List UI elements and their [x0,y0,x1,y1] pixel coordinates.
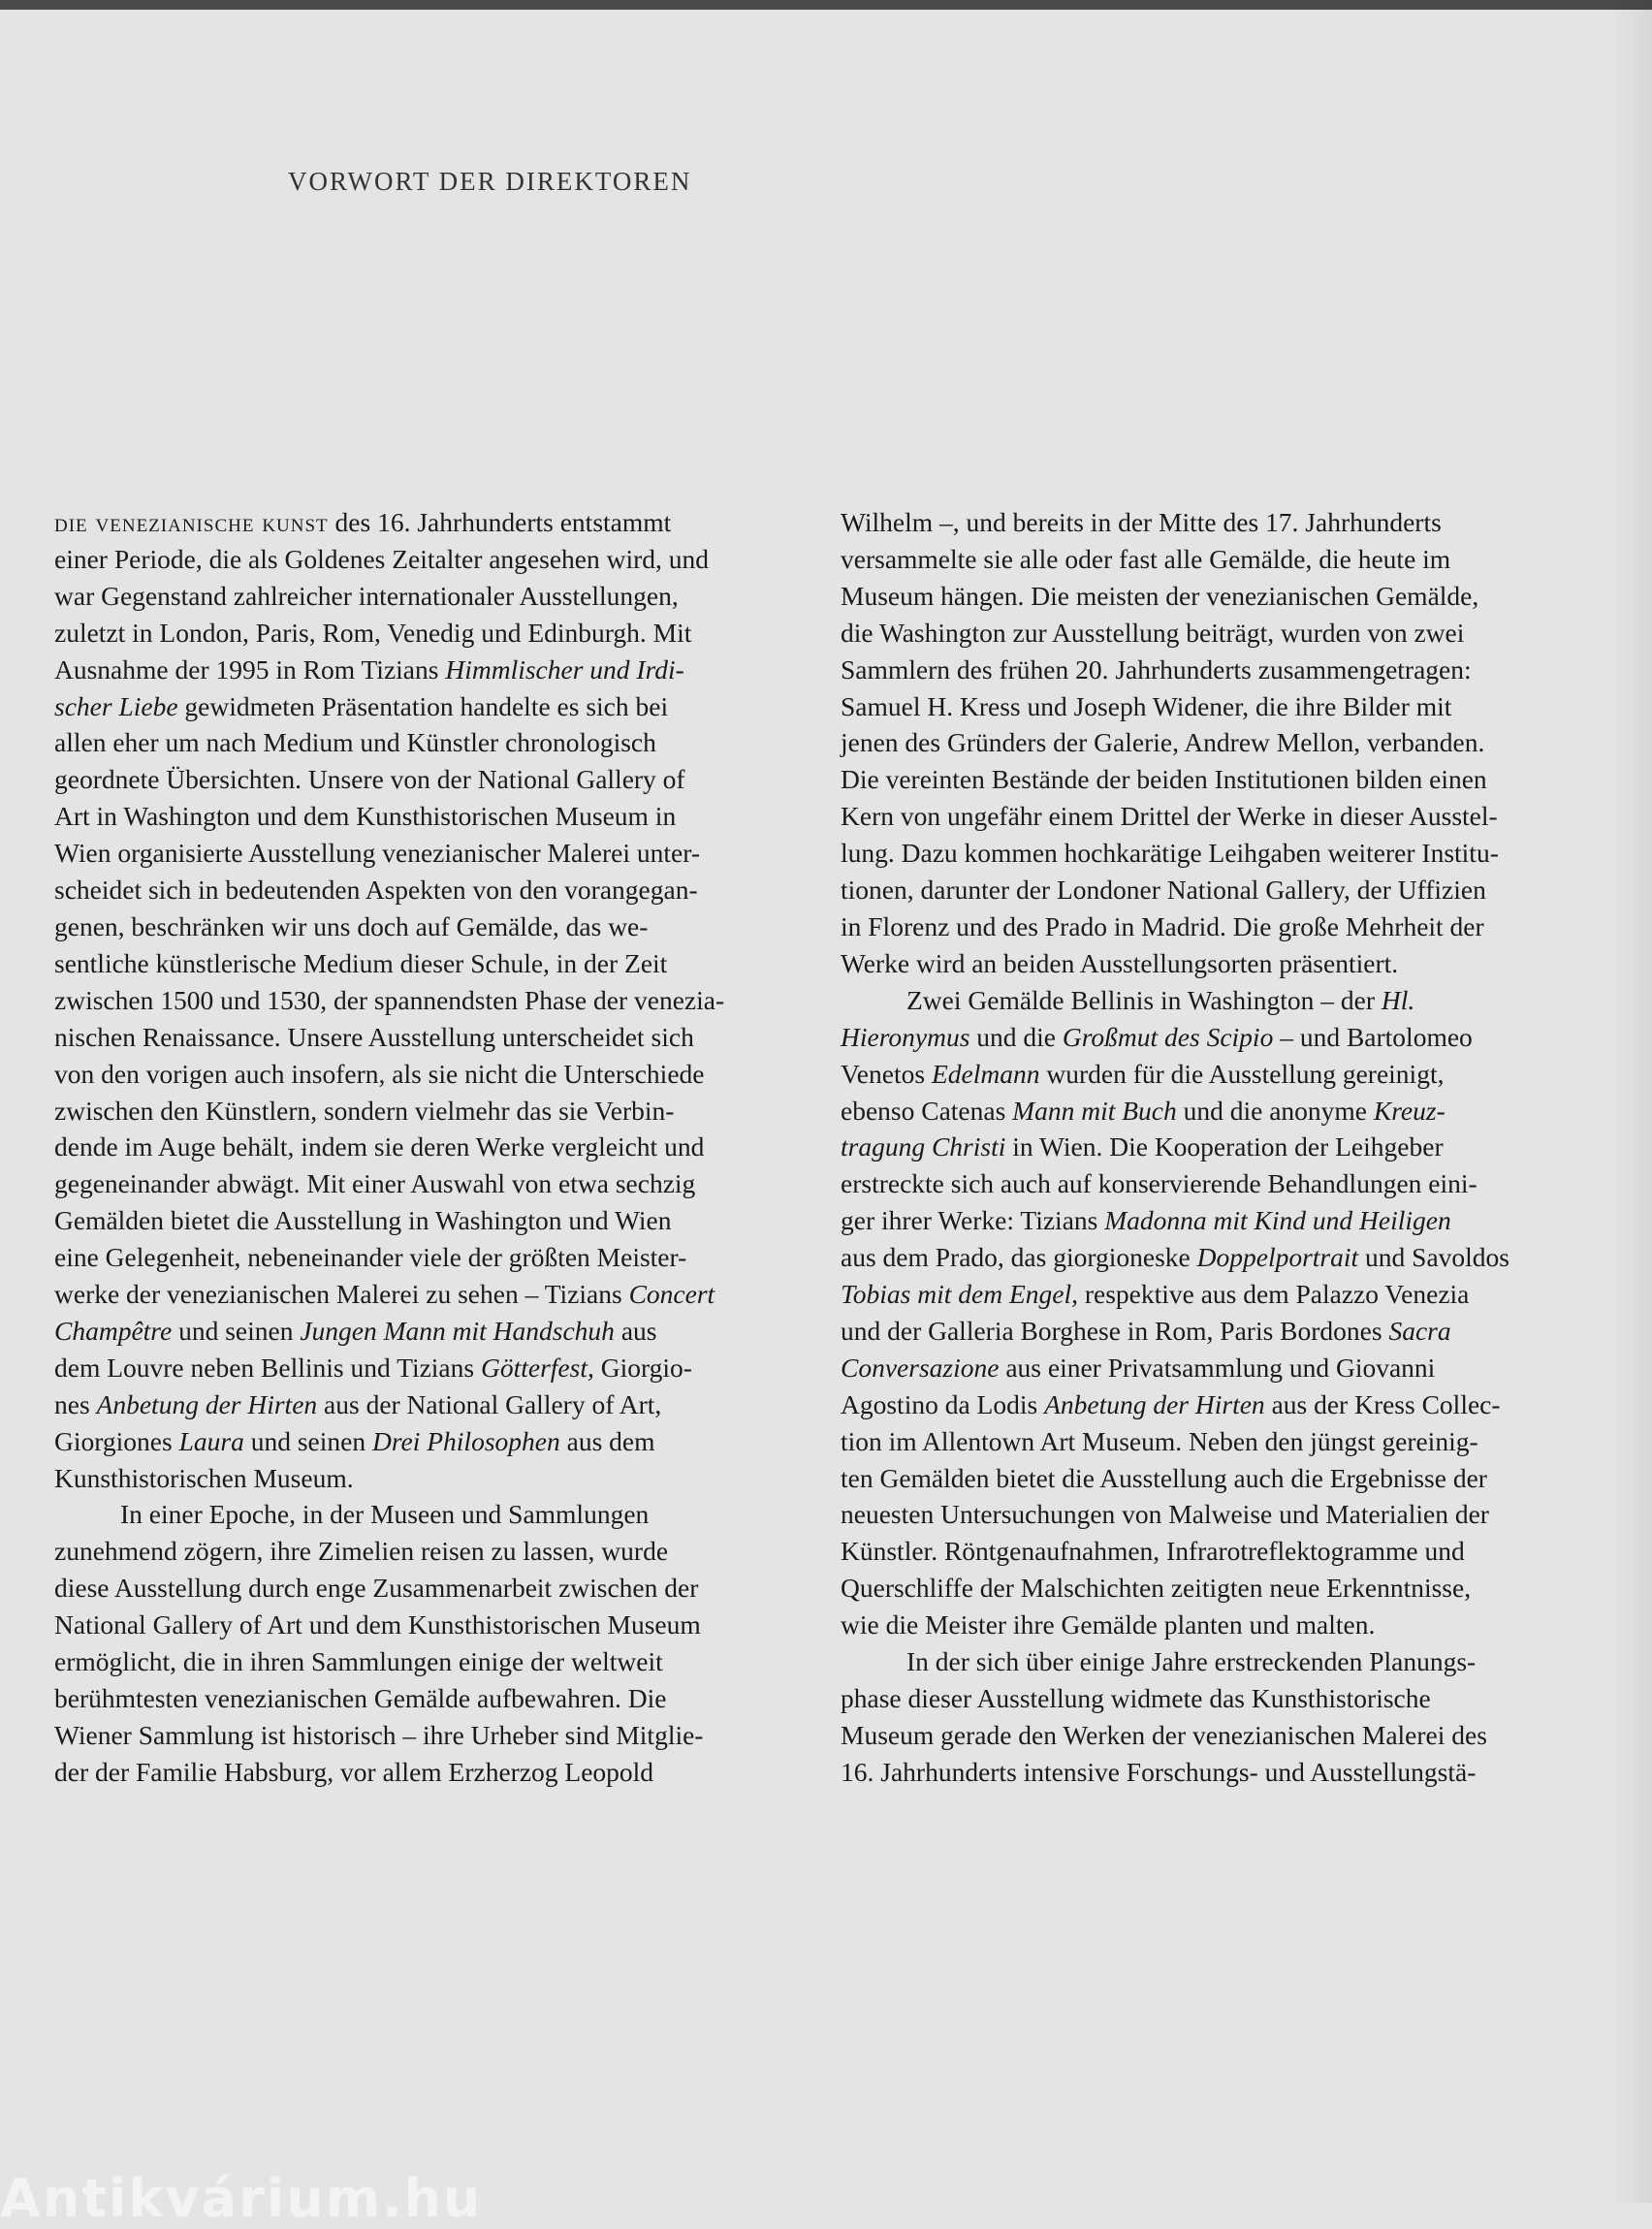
text-line: tionen, darunter der Londoner National Gallery, der Uffizien [841,875,1486,906]
text-line: Sammlern des frühen 20. Jahrhunderts zusammengetragen: [841,653,1472,685]
text-line: Wien organisierte Ausstellung venezianischer Malerei unter- [54,838,701,869]
text-line: Zwei Gemälde Bellinis in Washington – der Hl. [906,984,1415,1015]
text-line: Champêtre und seinen Jungen Mann mit Handschuh aus [54,1315,657,1346]
text-line: Agostino da Lodis Anbetung der Hirten aus der Kress Collec- [841,1388,1501,1419]
text-line: von den vorigen auch insofern, als sie nicht die Unterschiede [54,1058,705,1089]
text-line: Giorgiones Laura und seinen Drei Philosophen aus dem [54,1425,655,1456]
work-title: Edelmann [931,1058,1040,1089]
running-head: VORWORT DER DIREKTOREN [288,167,692,196]
text-line: Künstler. Röntgenaufnahmen, Infrarotreflektogramme und [841,1536,1465,1567]
text-line: Samuel H. Kress und Joseph Widener, die ihre Bilder mit [841,690,1452,721]
text-line: neuesten Untersuchungen von Malweise und Materialien der [841,1499,1489,1530]
paragraph [841,1643,1587,1791]
text-line: dende im Auge behält, indem sie deren Werke vergleicht und [54,1131,705,1162]
text-line: aus dem Prado, das giorgioneske Doppelportrait und Savoldos [841,1242,1509,1273]
text-line: zunehmend zögern, ihre Zimelien reisen zu lassen, wurde [54,1536,669,1567]
text-line: dem Louvre neben Bellinis und Tizians Götterfest, Giorgio- [54,1352,692,1383]
work-title: scher Liebe [54,690,178,721]
text-line: wie die Meister ihre Gemälde planten und malten. [841,1609,1376,1640]
text-line: berühmtesten venezianischen Gemälde aufbewahren. Die [54,1683,667,1713]
text-line: war Gegenstand zahlreicher internationaler Ausstellungen, [54,580,679,611]
work-title: Laura [178,1425,244,1456]
page-top-edge [0,0,1652,10]
text-line: lung. Dazu kommen hochkarätige Leihgaben weiterer Institu- [841,838,1499,869]
work-title: Himmlischer und Irdi- [445,653,684,685]
text-line: Museum hängen. Die meisten der venezianischen Gemälde, [841,580,1479,611]
work-title: Anbetung der Hirten [1044,1388,1265,1419]
paragraph [841,504,1587,982]
paragraph [841,982,1587,1643]
text-line: die Washington zur Ausstellung beiträgt, wurden von zwei [841,617,1465,648]
text-line: In einer Epoche, in der Museen und Sammlungen [120,1499,650,1530]
work-title: Drei Philosophen [371,1425,560,1456]
text-line: werke der venezianischen Malerei zu sehen – Tizians Concert [54,1279,715,1310]
text-line: die venezianische kunst des 16. Jahrhunderts entstammt [54,507,672,537]
text-line: Venetos Edelmann wurden für die Ausstellung gereinigt, [841,1058,1445,1089]
text-line: nischen Renaissance. Unsere Ausstellung unterscheidet sich [54,1021,694,1052]
work-title: Champêtre [54,1315,173,1346]
work-title: Mann mit Buch [1012,1095,1177,1126]
text-line: allen eher um nach Medium und Künstler chronologisch [54,727,656,758]
text-line: jenen des Gründers der Galerie, Andrew Mellon, verbanden. [841,727,1485,758]
small-caps-lead: die venezianische kunst [54,507,329,537]
text-line: zuletzt in London, Paris, Rom, Venedig und Edinburgh. Mit [54,617,692,648]
text-line: Hieronymus und die Großmut des Scipio – und Bartolomeo [841,1021,1473,1052]
text-column-left [54,504,801,1791]
text-line: der der Familie Habsburg, vor allem Erzherzog Leopold [54,1756,654,1787]
text-line: ger ihrer Werke: Tizians Madonna mit Kind und Heiligen [841,1205,1451,1236]
text-line: sentliche künstlerische Medium dieser Schule, in der Zeit [54,947,668,978]
text-line: In der sich über einige Jahre erstreckenden Planungs- [906,1646,1477,1677]
work-title: Doppelportrait [1196,1242,1359,1273]
text-line: geordnete Übersichten. Unsere von der National Gallery of [54,764,685,795]
text-line: Die vereinten Bestände der beiden Institutionen bilden einen [841,764,1487,795]
text-line: tragung Christi in Wien. Die Kooperation der Leihgeber [841,1131,1444,1162]
text-line: ermöglicht, die in ihren Sammlungen einige der weltweit [54,1646,663,1677]
text-line: versammelte sie alle oder fast alle Gemälde, die heute im [841,543,1451,574]
text-line: Wiener Sammlung ist historisch – ihre Urheber sind Mitglie- [54,1719,704,1750]
text-line: Wilhelm –, und bereits in der Mitte des 17. Jahrhunderts [841,507,1442,537]
text-line: phase dieser Ausstellung widmete das Kunsthistorische [841,1683,1431,1713]
text-line: ten Gemälden bietet die Ausstellung auch die Ergebnisse der [841,1462,1487,1493]
work-title: tragung Christi [841,1131,1006,1162]
text-line: Kunsthistorischen Museum. [54,1462,354,1493]
work-title: Concert [628,1279,715,1310]
text-line: genen, beschränken wir uns doch auf Gemälde, das we- [54,910,649,941]
work-title: Großmut des Scipio [1062,1021,1274,1052]
text-line: National Gallery of Art und dem Kunsthistorischen Museum [54,1609,701,1640]
paragraph [54,1496,801,1790]
work-title: Jungen Mann mit Handschuh [300,1315,615,1346]
work-title: Hl. [1381,984,1415,1015]
text-line: 16. Jahrhunderts intensive Forschungs- und Ausstellungstä- [841,1756,1477,1787]
text-line: einer Periode, die als Goldenes Zeitalter angesehen wird, und [54,543,710,574]
text-line: Art in Washington und dem Kunsthistorischen Museum in [54,801,677,832]
text-line: Conversazione aus einer Privatsammlung und Giovanni [841,1352,1436,1383]
text-line: eine Gelegenheit, nebeneinander viele der größten Meister- [54,1242,687,1273]
text-line: in Florenz und des Prado in Madrid. Die große Mehrheit der [841,910,1484,941]
text-line: Museum gerade den Werken der venezianischen Malerei des [841,1719,1487,1750]
text-line: Kern von ungefähr einem Drittel der Werke in dieser Ausstel- [841,801,1498,832]
text-line: Tobias mit dem Engel, respektive aus dem Palazzo Venezia [841,1279,1470,1310]
work-title: Sacra [1388,1315,1451,1346]
work-title: Anbetung der Hirten [96,1388,318,1419]
text-line: Ausnahme der 1995 in Rom Tizians Himmlischer und Irdi- [54,653,684,685]
paragraph [54,504,801,1496]
text-line: Werke wird an beiden Ausstellungsorten präsentiert. [841,947,1399,978]
work-title: Kreuz- [1373,1095,1446,1126]
text-line: Gemälden bietet die Ausstellung in Washington und Wien [54,1205,672,1236]
text-line: zwischen den Künstlern, sondern vielmehr das sie Verbin- [54,1095,675,1126]
text-line: scher Liebe gewidmeten Präsentation handelte es sich bei [54,690,669,721]
text-line: erstreckte sich auch auf konservierende Behandlungen eini- [841,1168,1477,1199]
text-line: gegeneinander abwägt. Mit einer Auswahl von etwa sechzig [54,1168,696,1199]
work-title: Hieronymus [841,1021,970,1052]
work-title: Götterfest, [480,1352,594,1383]
text-line: scheidet sich in bedeutenden Aspekten von den vorangegan- [54,875,698,906]
text-line: Querschliffe der Malschichten zeitigten neue Erkenntnisse, [841,1573,1472,1604]
work-title: Conversazione [841,1352,1000,1383]
text-line: und der Galleria Borghese in Rom, Paris Bordones Sacra [841,1315,1451,1346]
work-title: Tobias mit dem Engel, [841,1279,1078,1310]
text-line: diese Ausstellung durch enge Zusammenarbeit zwischen der [54,1573,699,1604]
watermark: Antikvárium.hu [0,2168,483,2229]
text-column-right [841,504,1587,1791]
page-shadow [1613,0,1652,2203]
text-line: ebenso Catenas Mann mit Buch und die anonyme Kreuz- [841,1095,1446,1126]
work-title: Madonna mit Kind und Heiligen [1104,1205,1451,1236]
text-line: nes Anbetung der Hirten aus der National Gallery of Art, [54,1388,662,1419]
text-line: zwischen 1500 und 1530, der spannendsten Phase der venezia- [54,984,725,1015]
text-line: tion im Allentown Art Museum. Neben den jüngst gereinig- [841,1425,1478,1456]
